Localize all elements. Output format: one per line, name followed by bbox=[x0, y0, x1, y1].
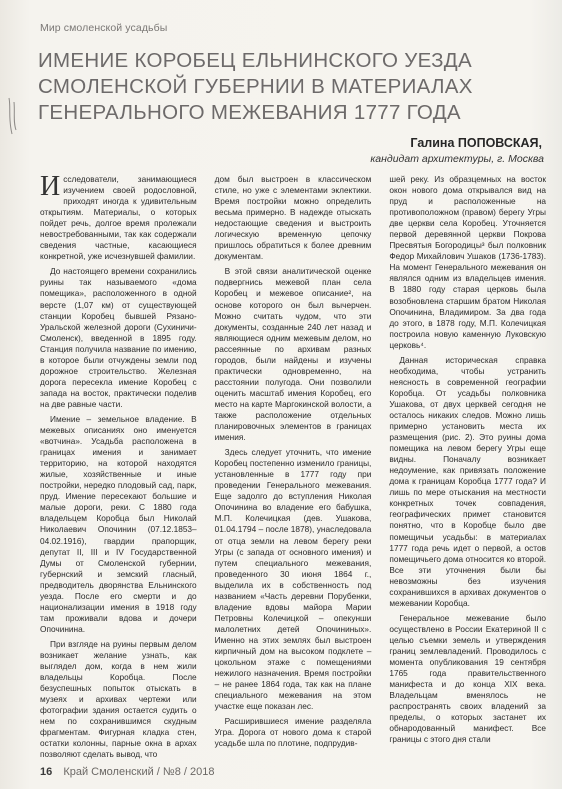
journal-name: Край Смоленский / №8 / 2018 bbox=[63, 766, 215, 778]
text-column-1 bbox=[40, 171, 197, 760]
paragraph: Здесь следует уточнить, что имение Коробец постепенно изменило границы, установленные в 1777 году при проведении Генерального межевания. Еще задолго до вступления Николая Опочинина во владение его бабушка, М.П. Колечицкая (дев. Ушакова, 01.04.1794 – после 1878), унаследовала от отца земли на левом берегу реки Угры (с запада от основного имения) и путем специального межевания, проведенного 30 июня 1864 г., выделила их в собственность под названием «Часть деревни Порубенки, владение вдовы майора Марии Петровны Колечицкой – опекунши малолетних детей Опочининых». Именно на этих землях был выстроен кирпичный дом на высоком подклете – цокольном этаже с помещениями нежилого назначения. Время постройки – не ранее 1864 года, так как на плане специального межевания на этом участке еще показан лес. bbox=[214, 447, 372, 712]
article-title bbox=[38, 48, 538, 126]
drop-cap: И bbox=[40, 171, 61, 202]
author-name: Галина ПОПОВСКАЯ, bbox=[410, 136, 542, 150]
section-label: Мир смоленской усадьбы bbox=[40, 22, 168, 34]
title-line: СМОЛЕНСКОЙ ГУБЕРНИИ В МАТЕРИАЛАХ bbox=[38, 75, 473, 98]
author-role: кандидат архитектуры, г. Москва bbox=[370, 153, 544, 165]
article-body bbox=[40, 171, 547, 760]
text-column-2 bbox=[215, 174, 372, 754]
paragraph: Имение – земельное владение. В межевых описаниях оно именуется «вотчина». Усадьба расположена в границах имения и занимает территорию, на которой находятся жилые, хозяйственные и иные постройки, нередко плодовый сад, парк, пруд. Имение пересекают большие и малые дороги, реки. С 1880 года владельцем Коробца был Николай Николаевич Опочинин (07.12.1853–04.02.1916), гвардии прапорщик, депутат II, III и IV Государственной Думы от Смоленской губернии, губернский и земский гласный, предводитель дворянства Ельнинского уезда. После его смерти и до национализации имения в 1918 году там проживали вдова и дочери Опочинина. bbox=[40, 413, 197, 634]
paragraph: Исследователи, занимающиеся изучением своей родословной, приходят иногда к удивительным открытиям. Материалы, о которых пойдет речь, долгое время пролежали невостребованными, так как содержали сведения частные, касающиеся конкретной, уже исчезнувшей фамилии. bbox=[40, 171, 197, 262]
paragraph: При взгляде на руины первым делом возникает желание узнать, как выглядел дом, когда в нем жили владельцы Коробца. После безуспешных попыток отыскать в музеях и архивах чертежи или фотографии здания остается судить о нем по сохранившимся скудным фрагментам. Фигурная кладка стен, остатки колонны, парные окна в архах позволяют сделать вывод, что bbox=[40, 638, 197, 760]
paragraph: Данная историческая справка необходима, чтобы устранить неясность в современной географии Коробца. От усадьбы полковника Ушакова, от двух церквей сегодня не осталось никаких следов. Можно лишь примерно установить места их размещения (рис. 2). Это руины дома помещика на левом берегу Угры еще видны. Поначалу возникает недоумение, как привязать положение дома к границам Коробца 1777 года? И лишь по мере отыскания на местности конкретных точек совпадения, географических примет становится понятно, что в Коробце было две помещичьи усадьбы: в материалах 1777 года речь идет о первой, а остов помещичьего дома относится ко второй. Все эти уточнения были бы невозможны без изучения сохранившихся в архивах документов о межевании Коробца. bbox=[389, 354, 547, 608]
text-column-3 bbox=[389, 174, 546, 754]
page-footer bbox=[40, 766, 214, 778]
title-line: ГЕНЕРАЛЬНОГО МЕЖЕВАНИЯ 1777 ГОДА bbox=[38, 101, 461, 124]
pen-mark-icon bbox=[6, 96, 20, 136]
paragraph: Расширившиеся имение разделяла Угра. Дорога от нового дома к старой усадьбе шла по плотине, подпрудив- bbox=[214, 716, 372, 749]
paragraph: В этой связи аналитической оценке подвергнись межевой план села Коробец и межевое описание², на основе которого он был вычерчен. Можно считать чудом, что эти документы, созданные 240 лет назад и являющиеся одним межевым делом, но рассеянные по архивам разных городов, были найдены и изучены практически одновременно, на расстоянии полугода. Они позволили оценить масштаб имения Коробец, его место на карте Маргокинской волости, а также расположение отдельных планировочных элементов в границах имения. bbox=[214, 266, 372, 443]
page-number: 16 bbox=[40, 766, 53, 778]
paragraph: дом был выстроен в классическом стиле, но уже с элементами эклектики. Время постройки можно определить весьма примерно. В надежде отыскать недостающие сведения и выстроить логическую временную цепочку пришлось обратиться к более древним документам. bbox=[214, 174, 372, 262]
paragraph: До настоящего времени сохранились руины так называемого «дома помещика», расположенного в одной версте (1,07 км) от существующей станции Коробец бывшей Рязано-Уральской железной дороги (Сухиничи-Смоленск), введенной в 1895 году. Станция получила название по имению, в которое были отчуждены земли под дорожное строительство. Железная дорога пересекла имение Коробец с запада на восток, практически поделив на две равные части. bbox=[40, 266, 197, 409]
paragraph: шей реку. Из образцемных на восток окон нового дома открывался вид на пруд и расположенные на противоположном (правом) берегу Угры две церкви села Коробец. Уточняется первой деревянной церкви Покрова Пресвятыя Богородицы³ был полковник Федор Михайлович Ушаков (1736-1783). На момент Генерального межевания он являлся одним из владельцев имения. В 1880 году старая церковь была возобновлена старшим братом Николая Опочинина, Владимиром. За два года до этого, в 1878 году, М.П. Колечицкая построила новую каменную Луковскую церковь⁴. bbox=[389, 174, 547, 350]
title-line: ИМЕНИЕ КОРОБЕЦ ЕЛЬНИНСКОГО УЕЗДА bbox=[38, 49, 472, 72]
paragraph: Генеральное межевание было осуществлено в России Екатериной II с целью съемки земель и утверждения границ землевладений. Проводилось с момента опубликования 19 сентября 1765 года правительственного манифеста и до конца XIX века. Владельцам вменялось не распространять своих владений за пределы, о которых застанет их обнародованный манифест. Все границы с этого дня стали bbox=[389, 612, 547, 745]
